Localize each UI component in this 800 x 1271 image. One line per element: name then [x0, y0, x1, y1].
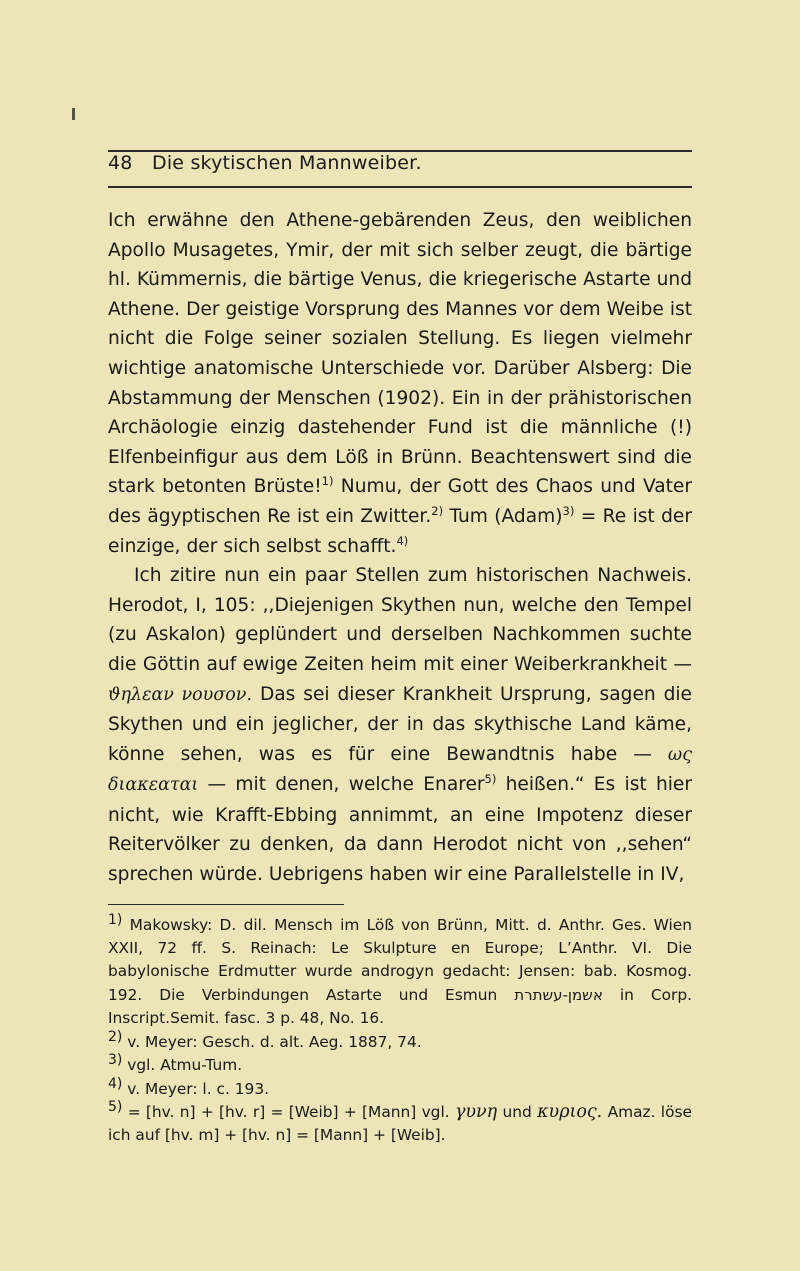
paragraph-2-mid: Das sei dieser Krankheit Ursprung, sagen die Skythen und ein jeglicher, der in das skythische Land käme, könne sehen, was es für eine Bewandtnis habe	[108, 683, 692, 765]
footnote-ref-5: 5)	[484, 772, 497, 787]
paragraph-1-tail-1: Numu, der Gott des Chaos und Vater des ägyptischen Re ist ein Zwitter.	[108, 476, 692, 527]
page-stray-mark	[72, 108, 75, 120]
running-head-title: Die skytischen Mannweiber.	[152, 152, 422, 174]
footnote-item	[108, 1098, 692, 1148]
footnote-text: vgl. Atmu-Tum.	[127, 1056, 243, 1075]
footnote-marker: 1)	[108, 911, 123, 928]
footnotes	[108, 911, 692, 1148]
footnote-text: v. Meyer: Gesch. d. alt. Aeg. 1887, 74.	[127, 1032, 422, 1051]
footnote-text: Makowsky: D. dil. Mensch im Löß von Brünn, Mitt. d. Anthr. Ges. Wien XXII, 72 ff. S. Reinach: Le Skulpture en Europe; L’Anthr. VI. Die babylonische Erdmutter wurde androgyn gedacht: Jensen: bab. Kosmog. 192. Die Verbindungen Astarte und Esmun	[108, 915, 692, 1004]
footnote-item	[108, 1051, 692, 1077]
hebrew-text: אשמן-עשתרת	[514, 985, 603, 1004]
footnote-marker: 5)	[108, 1098, 123, 1115]
footnote-ref-2: 2)	[431, 503, 444, 518]
footnote-item	[108, 1028, 692, 1054]
paragraph-1-tail-3: = Re ist der einzige, der sich selbst schafft.	[108, 505, 692, 557]
footnote-text-after: in Corp. Inscript.Semit. fasc. 3 p. 48, No. 16.	[108, 985, 692, 1028]
paragraph-2-main: Ich zitire nun ein paar Stellen zum historischen Nachweis. Herodot, I, 105: ,,Diejenigen Skythen nun, welche den Tempel (zu Askalon) geplündert und derselben Nachkommen suchte die Göttin auf ewige Zeiten heim mit einer Weiberkrankheit —	[108, 565, 692, 675]
page-number: 48	[108, 152, 133, 174]
footnote-ref-1: 1)	[321, 474, 334, 489]
paragraph-1-main: Ich erwähne den Athene-gebärenden Zeus, den weiblichen Apollo Musagetes, Ymir, der mit sich selber zeugt, die bärtige hl. Kümmernis, die bärtige Venus, die kriegerische Astarte und Athene. Der geistige Vorsprung des Mannes vor dem Weibe ist nicht die Folge seiner sozialen Stellung. Es liegen vielmehr wichtige anatomische Unterschiede vor. Darüber Alsberg: Die Abstammung der Menschen (1902). Ein in der prähistorischen Archäologie einzig dastehender Fund ist die männliche (!) Elfenbeinfigur aus dem Löß in Brünn. Beachtenswert sind die stark betonten Brüste!	[108, 210, 692, 498]
footnote-item	[108, 1075, 692, 1101]
body-text	[108, 206, 692, 890]
running-head	[108, 152, 692, 186]
footnote-ref-3: 3)	[562, 503, 575, 518]
footnote-marker: 4)	[108, 1075, 123, 1092]
footnote-text-after: Amaz. löse ich auf [hv. m] + [hv. n] = [Mann] + [Weib].	[108, 1102, 692, 1145]
footnote-text: = [hv. n] + [hv. r] = [Weib] + [Mann] vgl.	[127, 1102, 450, 1121]
paragraph-2-tail: heißen.“ Es ist hier nicht, wie Krafft-Ebbing annimmt, an eine Impotenz dieser Reitervölker zu denken, da dann Herodot nicht von ,,sehen“ sprechen würde. Uebrigens haben wir eine Parallelstelle in IV,	[108, 774, 692, 886]
header-rule-bottom	[108, 186, 692, 188]
paragraph-2-mid-2: — mit denen, welche Enarer	[198, 774, 485, 796]
paragraph-1	[108, 206, 692, 561]
greek-phrase-2: ως διακεαται	[108, 744, 692, 796]
footnote-text-mid: und	[502, 1102, 532, 1121]
paragraph-1-tail-2: Tum (Adam)	[443, 505, 563, 527]
paragraph-2: Ich zitire nun ein paar Stellen zum historischen Nachweis. Herodot, I, 105: ,,Diejenigen Skythen nun, welche den Tempel (zu Askalon) geplündert und derselben Nachkommen suchte die Göttin auf ewige Zeiten heim mit einer Weiberkrankheit — ϑηλεαν νουσον. Das sei dieser Krankheit Ursprung, sagen die Skythen und ein jeglicher, der in das skythische Land käme, könne sehen, was es für eine Bewandtnis habe — ως διακεαται — mit denen, welche Enarer$^{5)}$ heißen.“ Es ist hier nicht, wie Krafft-Ebbing annimmt, an eine Impotenz dieser Reitervölker zu denken, da dann Herodot nicht von ,,sehen“ sprechen würde. Uebrigens haben wir eine Parallelstelle in IV,	[108, 565, 692, 886]
greek-word-2: κυριος.	[537, 1101, 603, 1122]
greek-word-1: γυνη	[454, 1101, 498, 1122]
footnote-separator	[108, 904, 344, 905]
footnote-ref-4: 4)	[396, 533, 409, 548]
greek-phrase-1: ϑηλεαν νουσον.	[108, 684, 253, 705]
footnote-text: v. Meyer: l. c. 193.	[127, 1079, 270, 1098]
footnote-item	[108, 911, 692, 1031]
footnote-marker: 2)	[108, 1028, 123, 1045]
footnote-marker: 3)	[108, 1051, 123, 1068]
page-content	[108, 150, 692, 1148]
